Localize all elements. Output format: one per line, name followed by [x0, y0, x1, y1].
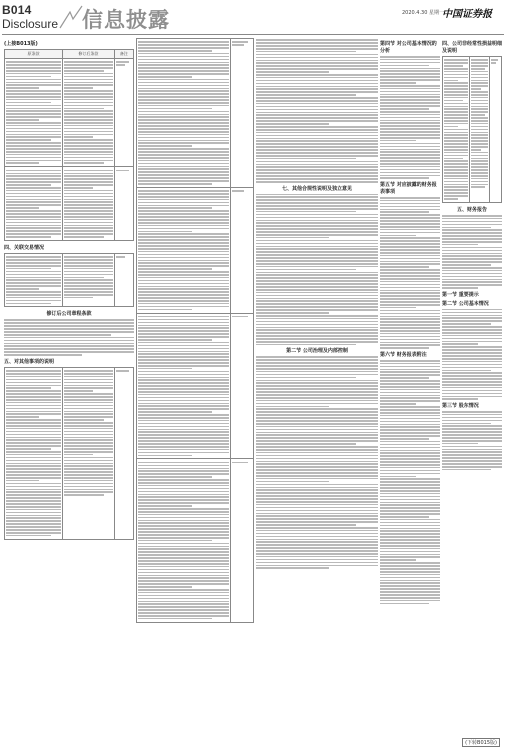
table-cell: [5, 59, 63, 167]
table-cell: [114, 167, 133, 241]
section-heading: 四、公司非经常性损益明细及说明: [442, 41, 502, 54]
section-name-en: Disclosure: [2, 17, 59, 31]
amendment-table-1: [4, 49, 134, 241]
section-name-cn: 信息披露: [82, 8, 170, 32]
column-5: [442, 38, 502, 736]
table-row: [137, 459, 254, 622]
section-heading: 第四节 对公司基本情况的分析: [380, 41, 437, 54]
table-cell: [5, 167, 63, 241]
column-3: [256, 38, 378, 736]
table-cell: [63, 167, 115, 241]
table-cell: [5, 254, 63, 307]
text-block: [256, 194, 378, 346]
text-block: [442, 215, 502, 289]
section-heading: 第三节 股东情况: [442, 403, 479, 409]
section-heading: 五、财务报告: [456, 206, 487, 213]
column-1: [4, 38, 134, 736]
page-code: B014: [2, 3, 32, 17]
text-block: [442, 309, 502, 400]
table-cell: [230, 187, 253, 313]
text-block: [256, 39, 378, 182]
section-heading: 四、关联交易情况: [4, 245, 45, 252]
column-4: [380, 38, 440, 736]
table-cell: [63, 367, 115, 539]
table-header-original: 原条款: [5, 50, 63, 59]
text-block: [4, 319, 134, 355]
table-row: [5, 59, 134, 167]
financial-table: [442, 56, 502, 203]
table-cell: [5, 367, 63, 539]
table-row: [443, 57, 502, 203]
table-row: [5, 167, 134, 241]
section-heading: 修订后公司章程条款: [46, 311, 92, 318]
amendment-table-2: [4, 253, 134, 307]
table-cell: [137, 39, 231, 188]
table-cell: [443, 57, 470, 203]
section-heading: 第二节 公司治理及内部控制: [286, 348, 348, 355]
table-row: [137, 313, 254, 459]
continued-from-label: (上接B013版): [4, 41, 38, 47]
table-cell: [63, 59, 115, 167]
slash-decoration-icon: [58, 4, 84, 30]
table-cell: [114, 254, 133, 307]
section-heading: 七、其他合规性说明及独立意见: [281, 185, 352, 192]
table-cell: [114, 367, 133, 539]
table-cell: [230, 459, 253, 622]
table-header-revised: 修订后条款: [63, 50, 115, 59]
table-row: [137, 187, 254, 313]
column-2: [136, 38, 254, 736]
section-heading: 第六节 财务报表附注: [380, 351, 427, 358]
table-row: [5, 254, 134, 307]
section-heading: 五、对其他事项的说明: [4, 358, 55, 365]
amendment-table-4: [136, 38, 254, 623]
table-cell: [63, 254, 115, 307]
table-cell: [137, 459, 231, 622]
table-row: [137, 39, 254, 188]
issue-date: 2020.4.30 星期一: [401, 10, 444, 16]
table-cell: [230, 313, 253, 459]
table-header-note: 备注: [114, 50, 133, 59]
header-rule: [2, 34, 504, 35]
amendment-table-3: [4, 367, 134, 540]
continued-to-label: (下转B015版): [462, 738, 500, 747]
table-cell: [137, 187, 231, 313]
table-cell: [114, 59, 133, 167]
section-heading: 第二节 公司基本情况: [442, 300, 489, 307]
text-block: [256, 356, 378, 569]
text-block: [442, 411, 502, 470]
text-block: [380, 360, 440, 604]
table-cell: [137, 313, 231, 459]
page-header: [0, 0, 506, 34]
table-cell: [490, 57, 502, 203]
section-heading: 第五节 对应披露的财务报表事项: [380, 182, 437, 195]
section-heading: 第一节 重要提示: [442, 291, 479, 298]
newspaper-logo: 中国证券报: [442, 9, 492, 20]
table-cell: [230, 39, 253, 188]
text-block: [380, 197, 440, 349]
text-block: [380, 56, 440, 179]
table-row: [5, 367, 134, 539]
table-cell: [469, 57, 490, 203]
